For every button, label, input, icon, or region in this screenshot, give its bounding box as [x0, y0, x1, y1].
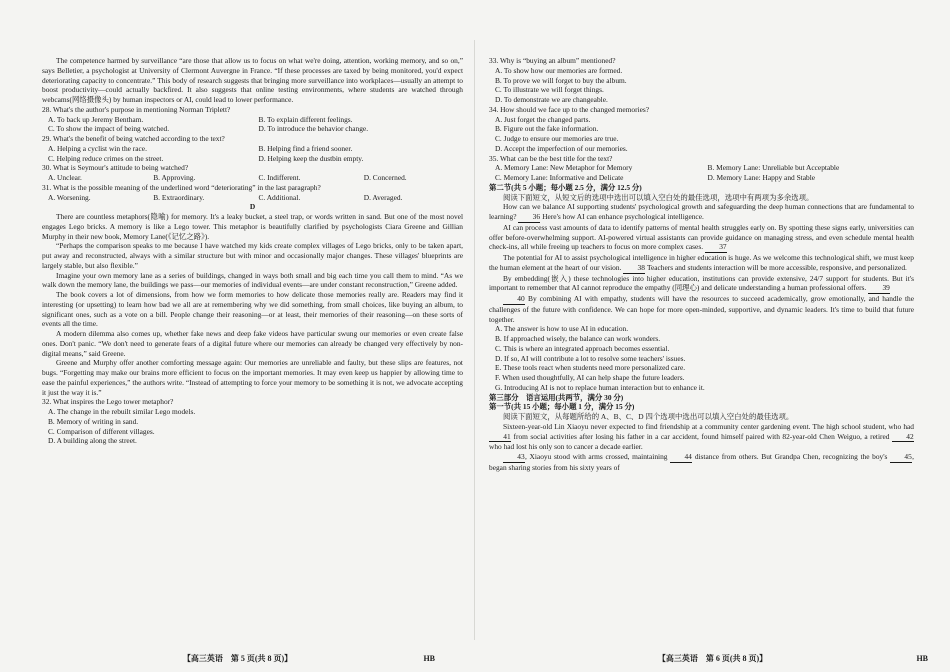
q28-options-row2	[42, 124, 463, 134]
q29-option-c[interactable]: C. Helping reduce crimes on the street.	[48, 153, 164, 163]
cloze-text-1b: from social activities after losing his father in a car accident, found himself paired with 82-year-old Chen Weiguo, a retired	[513, 431, 890, 441]
q29-options-row2	[42, 154, 463, 164]
q28-option-d[interactable]: D. To introduce the behavior change.	[258, 124, 369, 134]
gap-option-d[interactable]: D. If so, AI will contribute a lot to resolve some teachers' issues.	[495, 353, 686, 363]
blank-43[interactable]: 43	[503, 452, 525, 463]
blank-37[interactable]: 37	[705, 242, 727, 253]
q32-option-c[interactable]: C. Comparison of different villages.	[48, 426, 155, 436]
cloze-paragraph-2	[489, 452, 914, 473]
gap-option-a[interactable]: A. The answer is how to use AI in education.	[495, 324, 629, 334]
part-3-title: 第三部分 语言运用(共两节，满分 30 分)	[489, 392, 624, 402]
passage-d-paragraph-2: “Perhaps the comparison speaks to me because I have watched my kids create complex villages of Lego bricks, only to be taken apart, put away and reconstructed, always with a similar structure but with minor and occasionally major changes. These villages' blueprints are largely stable, but also flexible.”	[42, 241, 463, 270]
question-32: 32. What inspires the Lego tower metaphor?	[42, 397, 174, 407]
q34-option-c[interactable]: C. Judge to ensure our memories are true.	[495, 134, 619, 143]
blank-40[interactable]: 40	[503, 294, 525, 305]
cloze-text-1c: who had lost his only son to cancer a decade earlier.	[489, 442, 643, 452]
q35-option-b[interactable]: B. Memory Lane: Unreliable but Acceptable	[707, 163, 840, 173]
gap-option-f[interactable]: F. When used thoughtfully, AI can help shape the future leaders.	[495, 373, 685, 382]
gap-option-b[interactable]: B. If approached wisely, the balance can work wonders.	[495, 334, 661, 343]
blank-41[interactable]: 41	[489, 432, 511, 443]
part-3-instructions: 阅读下面短文，从每题所给的 A、B、C、D 四个选项中选出可以填入空白处的最佳选项。	[503, 412, 794, 421]
q31-option-a[interactable]: A. Worsening.	[48, 192, 91, 202]
q35-option-c[interactable]: C. Memory Lane: Informative and Delicate	[495, 173, 624, 182]
q30-option-b[interactable]: B. Approving.	[153, 173, 196, 182]
gap-fill-paragraph-5	[489, 294, 914, 324]
q35-options	[489, 163, 914, 173]
q31-option-c[interactable]: C. Additional.	[258, 192, 301, 202]
gap-option-g[interactable]: G. Introducing AI is not to replace human interaction but to enhance it.	[495, 382, 705, 392]
question-35: 35. What can be the best title for the text?	[489, 153, 613, 163]
gap-option-e[interactable]: E. These tools react when students need more personalized care.	[495, 363, 686, 373]
section-2-instructions: 阅读下面短文，从短文后的选项中选出可以填入空白处的最佳选项，选项中有两项为多余选项。	[503, 192, 814, 202]
q31-options	[42, 193, 463, 203]
q29-options	[42, 144, 463, 154]
right-page	[475, 0, 950, 672]
q30-option-a[interactable]: A. Unclear.	[48, 173, 82, 182]
section-2-title: 第二节(共 5 小题；每小题 2.5 分，满分 12.5 分)	[489, 182, 642, 192]
blank-36[interactable]: 36	[518, 212, 540, 223]
q31-option-b[interactable]: B. Extraordinary.	[153, 192, 205, 202]
blank-42[interactable]: 42	[892, 432, 914, 443]
gap-text-1a: How can we balance AI supporting students' psychological growth and safeguarding the deep human connections that are fundamental to learning?	[489, 202, 914, 221]
cloze-text-2b: distance from others. But Grandpa Chen, recognizing the boy's	[694, 452, 888, 461]
passage-d-paragraph-5: A modern dilemma also comes up, whether fake news and deep fake videos have particular swung our memories or even create false ones. Don't panic. “We don't need to generate fears of a digital future where our memories can already be changed very effectively by non-digital means,” said Greene.	[42, 329, 463, 358]
gap-text-1b: Here's how AI can enhance psychological intelligence.	[542, 212, 704, 221]
q35-option-a[interactable]: A. Memory Lane: New Metaphor for Memory	[495, 163, 633, 173]
q33-option-c[interactable]: C. To illustrate we will forget things.	[495, 85, 604, 95]
q28-option-b[interactable]: B. To explain different feelings.	[258, 114, 353, 124]
gap-text-3b: Teachers and students interaction will be more accessible, responsive, and personalized.	[646, 262, 907, 272]
q30-option-c[interactable]: C. Indifferent.	[258, 173, 301, 182]
gap-fill-paragraph-4	[489, 274, 914, 295]
q28-option-a[interactable]: A. To back up Jeremy Bentham.	[48, 114, 144, 124]
q30-option-d[interactable]: D. Concerned.	[363, 173, 407, 182]
gap-text-4a: By embedding(嵌入) these technologies into higher education, institutions can provide extensive, 24/7 support for students. But it's important to remember that AI cannot reproduce the empathy (同理心) and delicate understanding a human professional offers.	[489, 273, 914, 293]
left-page-number: 【高三英语 第 5 页(共 8 页)】	[182, 654, 293, 663]
passage-d-paragraph-4: The book covers a lot of dimensions, from how we form memories to how delicate those memories really are. Readers may find it interesting (or upsetting) to learn how bad we all are at remembering why we did something, from small choices, like buying an album, to significant ones, such as a vote on a bill. People change their reasoning—or at least, their memories of their reasoning—on these sorts of events all the time.	[42, 290, 463, 329]
passage-d-paragraph-6: Greene and Murphy offer another comforting message again: Our memories are unreliable and faulty, but these slips are features, not bugs. “Forgetting may make our brains more efficient to focus on the important memories. It may even keep us happier by allowing time to ease the painful experiences,” the authors write. “Instead of attempting to force your memory to be something it is not, we advocate accepting it just the way it is.”	[42, 358, 463, 397]
blank-39[interactable]: 39	[868, 283, 890, 294]
gap-text-2a: AI can process vast amounts of data to identify patterns of mental health struggles early on. By spotting these signs early, universities can offer before-overwhelming support. AI-powered virtual assistants can provide guidance on managing stress, and even schedule mental health check-ins, all while freeing up teachers to focus on more complex cases.	[489, 222, 914, 252]
q32-option-d[interactable]: D. A building along the street.	[48, 436, 137, 446]
cloze-text-1a: Sixteen-year-old Lin Xiaoyu never expected to find friendship at a community center gardening event. The high school student, who had	[503, 421, 914, 431]
q33-option-d[interactable]: D. To demonstrate we are changeable.	[495, 95, 608, 104]
gap-fill-paragraph-2	[489, 223, 914, 253]
cloze-text-2c: , began sharing stories from his sixty years of	[489, 452, 914, 472]
passage-d-paragraph-3: Imagine your own memory lane as a series of buildings, changed in ways both small and big each time you call them to mind. “As we walk down the memory lane, the buildings we pass—our memories of individual events—are under constant reconstruction,” Greene added.	[42, 270, 463, 290]
q34-option-d[interactable]: D. Accept the imperfection of our memories.	[495, 143, 628, 153]
gap-text-5: By combining AI with empathy, students will have the resources to succeed academically, grow emotionally, and handle the challenges of the future with confidence. We can hope for more open-minded, supportive, and dynamic leaders. It's time to build that future together.	[489, 294, 914, 324]
question-29: 29. What's the benefit of being watched according to the text?	[42, 134, 225, 143]
question-34: 34. How should we face up to the changed memories?	[489, 104, 650, 114]
gap-option-c[interactable]: C. This is where an integrated approach becomes essential.	[495, 343, 670, 353]
blank-38[interactable]: 38	[623, 263, 645, 274]
cloze-paragraph-1	[489, 422, 914, 452]
question-28: 28. What's the author's purpose in mentioning Norman Triplett?	[42, 104, 231, 114]
right-page-number: 【高三英语 第 6 页(共 8 页)】	[657, 654, 768, 663]
q33-option-b[interactable]: B. To prove we will forget to buy the album.	[495, 75, 627, 85]
q29-option-b[interactable]: B. Helping find a friend sooner.	[258, 143, 353, 153]
q30-options	[42, 173, 463, 183]
passage-d-paragraph-1: There are countless metaphors(隐喻) for memory. It's a leaky bucket, a steel trap, or words written in sand. But one of the most novel engages Lego bricks. A memory is like a Lego tower. This metaphor is beautifully clarified by psychologists Ciara Greene and Gillian Murphy in their new book, Memory Lane(《记忆之路》).	[42, 212, 463, 241]
part-3-section-1-title: 第一节(共 15 小题；每小题 1 分，满分 15 分)	[489, 402, 635, 412]
blank-44[interactable]: 44	[670, 452, 692, 463]
section-d-heading: D	[249, 202, 256, 212]
q35-options-row2	[489, 173, 914, 183]
q32-option-b[interactable]: B. Memory of writing in sand.	[48, 416, 139, 426]
gap-fill-paragraph-1	[489, 202, 914, 223]
passage-c-paragraph: The competence harmed by surveillance “are those that allow us to focus on what we're doing, attention, working memory, and so on,” says Belletier, a psychologist at University of Clermont Auvergne in France. “If these processes are taxed by being monitored, you'd expect deteriorating capacity to concentrate.” This body of research suggests that bringing more surveillance into workplaces—usually an attempt to boost productivity—could actually backfired. It also suggests that online testing environments, where students are watched through webcams(网络摄像头) by human inspectors or AI, could lead to lower performance.	[42, 56, 463, 104]
gap-fill-paragraph-3	[489, 253, 914, 274]
question-31: 31. What is the possible meaning of the underlined word “deteriorating” in the last paragraph?	[42, 182, 321, 192]
q28-options	[42, 115, 463, 125]
q28-option-c[interactable]: C. To show the impact of being watched.	[48, 124, 170, 134]
q34-option-a[interactable]: A. Just forget the changed parts.	[495, 114, 591, 124]
q32-option-a[interactable]: A. The change in the rebuilt similar Lego models.	[48, 407, 196, 416]
left-exam-code: HB	[423, 654, 435, 663]
q29-option-d[interactable]: D. Helping keep the dustbin empty.	[258, 153, 364, 163]
blank-45[interactable]: 45	[890, 452, 912, 463]
question-33: 33. Why is “buying an album” mentioned?	[489, 56, 616, 65]
right-exam-code: HB	[916, 654, 928, 663]
q29-option-a[interactable]: A. Helping a cyclist win the race.	[48, 143, 147, 153]
question-30: 30. What is Seymour's attitude to being watched?	[42, 163, 189, 173]
q35-option-d[interactable]: D. Memory Lane: Happy and Stable	[707, 173, 816, 182]
q31-option-d[interactable]: D. Averaged.	[363, 192, 403, 202]
q33-option-a[interactable]: A. To show how our memories are formed.	[495, 65, 623, 75]
q34-option-b[interactable]: B. Figure out the fake information.	[495, 124, 599, 134]
cloze-text-2a: , Xiaoyu stood with arms crossed, maintaining	[525, 452, 668, 461]
gap-text-3a: The potential for AI to assist psychological intelligence in higher education is huge. As we welcome this technological shift, we must keep the human element at the heart of our vision.	[489, 253, 914, 272]
